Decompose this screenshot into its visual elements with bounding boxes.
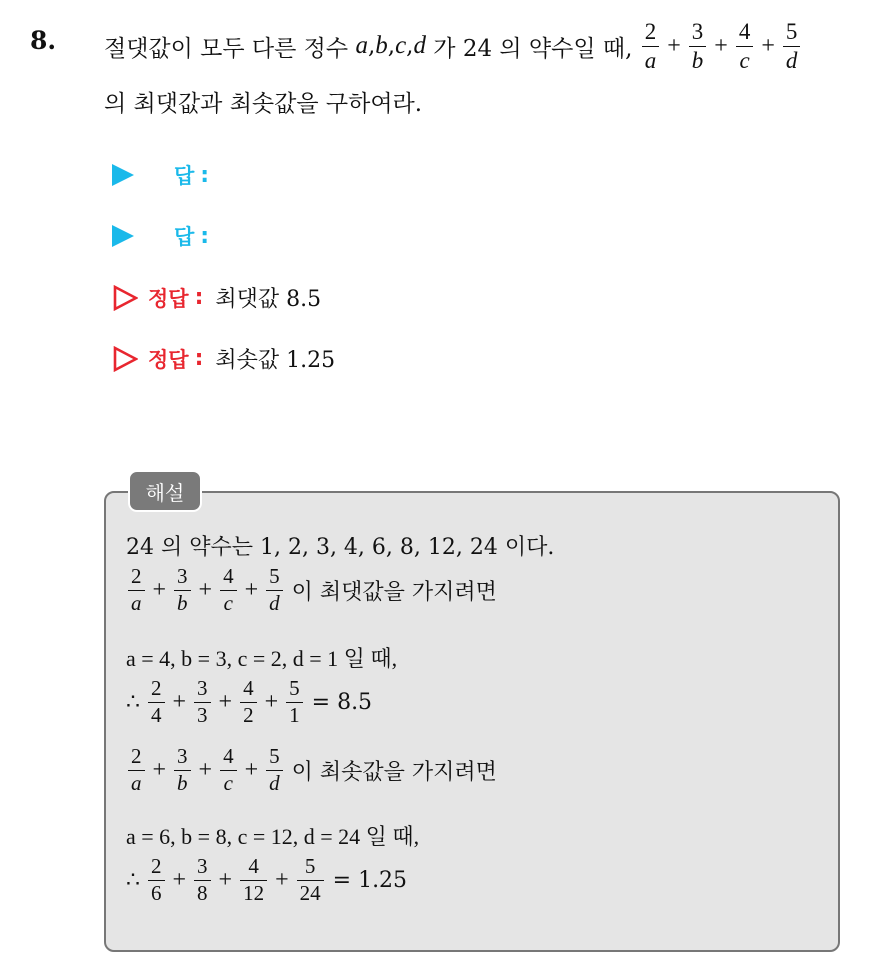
explanation-line-min-result bbox=[126, 856, 407, 904]
fraction: $\frac{3}{8}$ bbox=[194, 856, 211, 904]
explanation-line-divisors bbox=[126, 530, 554, 561]
play-triangle-icon bbox=[112, 164, 134, 186]
plus-sign: + bbox=[667, 32, 681, 59]
var-a: a bbox=[355, 32, 368, 59]
fraction: $\frac{5}{24}$ bbox=[297, 856, 324, 904]
question-number: 8. bbox=[30, 26, 57, 55]
answer-colon: : bbox=[200, 223, 210, 249]
question-line-2 bbox=[104, 84, 422, 118]
question-text: 절댓값이 모두 다른 정수 bbox=[104, 35, 349, 62]
question-text-tail: 가 24 의 약수일 때, bbox=[433, 35, 633, 62]
play-triangle-icon bbox=[112, 225, 134, 247]
comma: , bbox=[406, 33, 414, 59]
question-line-1 bbox=[104, 16, 802, 76]
explanation-line-max-result bbox=[126, 678, 372, 726]
fraction: $\frac{3}{b}$ bbox=[174, 746, 191, 794]
plus-sign: + bbox=[152, 576, 167, 603]
fraction: $\frac{5}{d}$ bbox=[266, 566, 283, 614]
fraction-2-over-a: $\frac{2}{a}$ bbox=[642, 20, 660, 72]
explanation-line-max-condition bbox=[126, 566, 497, 614]
comma: , bbox=[387, 33, 396, 59]
answer-label: 답 bbox=[174, 164, 195, 188]
correct-answer-label: 정답 bbox=[148, 347, 189, 372]
plus-sign: + bbox=[198, 576, 213, 603]
fraction: $\frac{4}{c}$ bbox=[220, 566, 237, 614]
plus-sign: + bbox=[264, 688, 279, 715]
plus-sign: + bbox=[714, 32, 728, 59]
plus-sign: + bbox=[218, 866, 233, 893]
fraction: $\frac{2}{4}$ bbox=[148, 678, 165, 726]
plus-sign: + bbox=[244, 756, 259, 783]
var-b: b bbox=[375, 32, 388, 59]
therefore-symbol: ∴ bbox=[126, 689, 140, 715]
fraction: $\frac{2}{a}$ bbox=[128, 566, 145, 614]
plus-sign: + bbox=[218, 688, 233, 715]
fraction: $\frac{2}{6}$ bbox=[148, 856, 165, 904]
comma: , bbox=[367, 33, 376, 59]
correct-answer-colon: : bbox=[194, 285, 204, 310]
var-c: c bbox=[395, 32, 407, 59]
fraction: $\frac{3}{b}$ bbox=[174, 566, 191, 614]
answer-row-2[interactable] bbox=[112, 221, 209, 251]
plus-sign: + bbox=[761, 32, 775, 59]
correct-answer-max: 최댓값 8.5 bbox=[215, 287, 322, 312]
correct-answer-colon: : bbox=[194, 346, 204, 371]
min-assignment-text: a = 6, b = 8, c = 12, d = 24 일 때, bbox=[126, 824, 420, 849]
fraction-4-over-c: $\frac{4}{c}$ bbox=[736, 20, 754, 72]
divisors-text: 24 의 약수는 1, 2, 3, 4, 6, 8, 12, 24 이다. bbox=[126, 535, 555, 560]
min-condition-text: 이 최솟값을 가지려면 bbox=[291, 759, 497, 785]
fraction: $\frac{4}{12}$ bbox=[240, 856, 267, 904]
max-assignment-text: a = 4, b = 3, c = 2, d = 1 일 때, bbox=[126, 646, 398, 671]
min-result: = 1.25 bbox=[332, 867, 408, 893]
plus-sign: + bbox=[172, 866, 187, 893]
fraction-3-over-b: $\frac{3}{b}$ bbox=[689, 20, 707, 72]
plus-sign: + bbox=[152, 756, 167, 783]
plus-sign: + bbox=[275, 866, 289, 893]
max-result: = 8.5 bbox=[311, 689, 373, 715]
correct-answer-row-1 bbox=[112, 282, 321, 313]
fraction: $\frac{5}{1}$ bbox=[286, 678, 303, 726]
explanation-line-max-assign bbox=[126, 642, 397, 673]
fraction-5-over-d: $\frac{5}{d}$ bbox=[783, 20, 801, 72]
therefore-symbol: ∴ bbox=[126, 867, 140, 893]
answer-row-1[interactable] bbox=[112, 160, 209, 190]
explanation-line-min-assign bbox=[126, 820, 419, 851]
fraction: $\frac{4}{2}$ bbox=[240, 678, 257, 726]
max-condition-text: 이 최댓값을 가지려면 bbox=[291, 579, 497, 605]
fraction: $\frac{5}{d}$ bbox=[266, 746, 283, 794]
correct-answer-row-2 bbox=[112, 343, 335, 374]
fraction: $\frac{2}{a}$ bbox=[128, 746, 145, 794]
correct-answer-label: 정답 bbox=[148, 286, 189, 311]
plus-sign: + bbox=[172, 688, 187, 715]
question-text-line-2: 의 최댓값과 최솟값을 구하여라. bbox=[104, 90, 423, 117]
fraction: $\frac{4}{c}$ bbox=[220, 746, 237, 794]
answer-label: 답 bbox=[174, 225, 195, 249]
outline-triangle-icon bbox=[112, 346, 138, 372]
var-d: d bbox=[413, 32, 426, 59]
correct-answer-min: 최솟값 1.25 bbox=[215, 348, 336, 373]
outline-triangle-icon bbox=[112, 285, 138, 311]
answer-colon: : bbox=[200, 162, 210, 188]
explanation-line-min-condition bbox=[126, 746, 497, 794]
plus-sign: + bbox=[198, 756, 213, 783]
explanation-tab: 해설 bbox=[128, 470, 202, 512]
fraction: $\frac{3}{3}$ bbox=[194, 678, 211, 726]
plus-sign: + bbox=[244, 576, 259, 603]
